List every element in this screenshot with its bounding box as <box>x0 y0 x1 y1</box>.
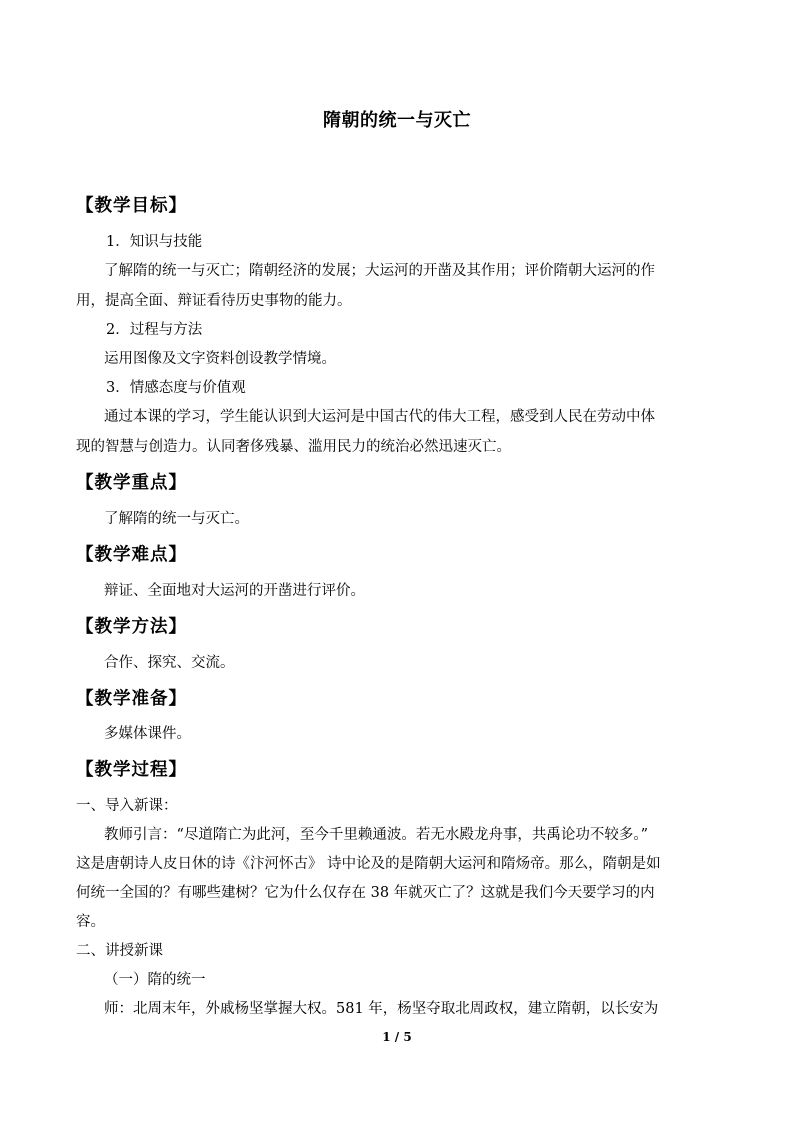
key-points-text: 了解隋的统一与灭亡。 <box>104 511 249 527</box>
goal-1-title: 1．知识与技能 <box>106 234 203 250</box>
process-part-1-line-1: 教师引言：“尽道隋亡为此河，至今千里赖通波。若无水殿龙舟事，共禹论功不较多。” <box>104 827 649 843</box>
process-part-2-title: 二、讲授新课 <box>76 943 163 959</box>
heading-key-points: 【教学重点】 <box>76 473 187 493</box>
heading-teaching-goals: 【教学目标】 <box>76 196 187 216</box>
heading-difficulties: 【教学难点】 <box>76 545 187 565</box>
process-part-1-title: 一、导入新课： <box>76 798 178 814</box>
heading-methods: 【教学方法】 <box>76 617 187 637</box>
process-part-1-line-2: 这是唐朝诗人皮日休的诗《汴河怀古》 诗中论及的是隋朝大运河和隋炀帝。那么，隋朝是如 <box>76 856 661 872</box>
goal-1-text-line-2: 用，提高全面、辩证看待历史事物的能力。 <box>76 293 352 309</box>
goal-1-text-line-1: 了解隋的统一与灭亡；隋朝经济的发展；大运河的开凿及其作用；评价隋朝大运河的作 <box>104 263 655 279</box>
goal-3-title: 3．情感态度与价值观 <box>106 380 246 396</box>
document-title: 隋朝的统一与灭亡 <box>323 110 471 131</box>
heading-process: 【教学过程】 <box>76 760 187 780</box>
process-part-1-line-3: 何统一全国的？有哪些建树？它为什么仅存在 38 年就灭亡了？这就是我们今天要学习的内 <box>76 885 655 901</box>
process-part-2-subtitle: （一）隋的统一 <box>104 972 206 988</box>
process-part-1-line-4: 容。 <box>76 914 105 930</box>
goal-3-text-line-2: 现的智慧与创造力。认同奢侈残暴、滥用民力的统治必然迅速灭亡。 <box>76 439 511 455</box>
process-part-2-line-1: 师：北周末年，外戚杨坚掌握大权。581 年，杨坚夺取北周政权，建立隋朝，以长安为 <box>104 1001 659 1017</box>
difficulties-text: 辩证、全面地对大运河的开凿进行评价。 <box>104 583 365 599</box>
methods-text: 合作、探究、交流。 <box>104 655 235 671</box>
goal-3-text-line-1: 通过本课的学习，学生能认识到大运河是中国古代的伟大工程，感受到人民在劳动中体 <box>104 409 655 425</box>
goal-2-title: 2．过程与方法 <box>106 322 203 338</box>
page-number-footer: 1 / 5 <box>382 1030 412 1044</box>
goal-2-text: 运用图像及文字资料创设教学情境。 <box>104 351 336 367</box>
preparation-text: 多媒体课件。 <box>104 726 191 742</box>
heading-preparation: 【教学准备】 <box>76 689 187 709</box>
